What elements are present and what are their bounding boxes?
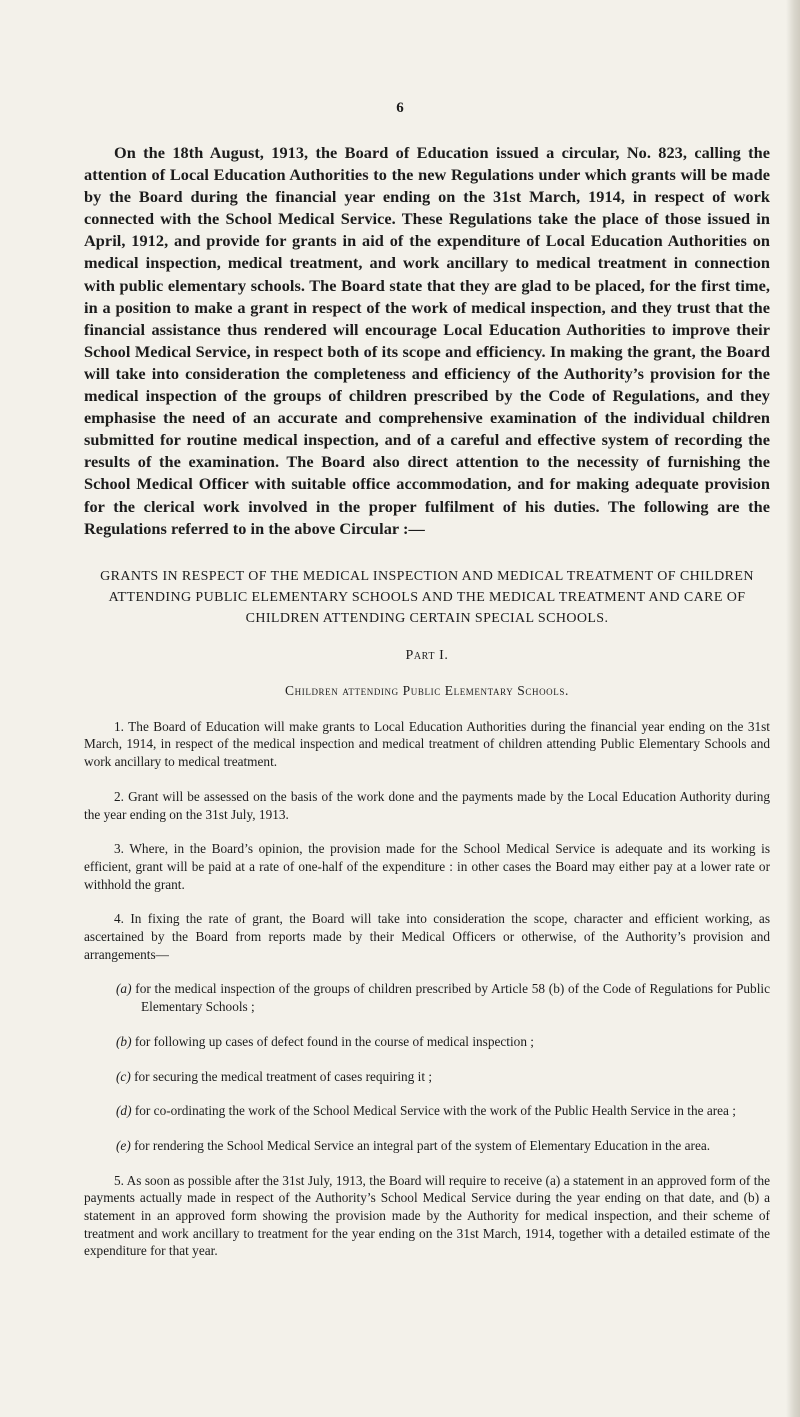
subclause-a-text: for the medical inspection of the groups of children prescribed by Article 58 (b) of the Code of Regulations for Public Elementary Schools ; bbox=[135, 981, 770, 1015]
page-edge-shadow bbox=[786, 0, 800, 1417]
part-label: Part bbox=[405, 647, 436, 663]
subclause-d bbox=[84, 1102, 770, 1120]
subclause-b-text: for following up cases of defect found in the course of medical inspection ; bbox=[134, 1033, 534, 1049]
page-number: 6 bbox=[396, 100, 404, 116]
subclause-c-letter: (c) bbox=[116, 1068, 131, 1084]
subclause-b bbox=[84, 1033, 770, 1051]
clauses-list bbox=[84, 718, 770, 1260]
subclause-e-letter: (e) bbox=[116, 1137, 131, 1153]
document-body bbox=[84, 142, 770, 1277]
subclause-c bbox=[84, 1068, 770, 1086]
clause-1: 1. The Board of Education will make grants to Local Education Authorities during the financial year ending on the 31st March, 1914, in respect of the medical inspection and medical treatment of children attending Public Elementary Schools and work ancillary to medical treatment. bbox=[84, 718, 770, 770]
section-heading: GRANTS IN RESPECT OF THE MEDICAL INSPECTION AND MEDICAL TREATMENT OF CHILDREN ATTENDING PUBLIC ELEMENTARY SCHOOLS AND THE MEDICAL TREATMENT AND CARE OF CHILDREN ATTENDING CERTAIN SPECIAL SCHOOLS. bbox=[100, 568, 754, 626]
subclause-d-text: for co-ordinating the work of the School Medical Service with the work of the Public Health Service in the area ; bbox=[134, 1103, 736, 1119]
part-subheading: Children attending Public Elementary Schools. bbox=[285, 682, 569, 698]
clause-2: 2. Grant will be assessed on the basis of the work done and the payments made by the Local Education Authority during the year ending on the 31st July, 1913. bbox=[84, 788, 770, 822]
clause-5: 5. As soon as possible after the 31st July, 1913, the Board will require to receive (a) a statement in an approved form of the payments actually made in respect of the Authority’s School Medical Service during the year ending on that date, and (b) a statement in an approved form showing the provision made by the Authority for medical inspection, and their scheme of treatment and work ancillary to treatment for the year ending on the 31st March, 1914, together with a detailed estimate of the expenditure for that year. bbox=[84, 1172, 770, 1259]
subclause-e-text: for rendering the School Medical Service an integral part of the system of Elementary Education in the area. bbox=[134, 1137, 711, 1153]
intro-paragraph: On the 18th August, 1913, the Board of Education issued a circular, No. 823, calling the attention of Local Education Authorities to the new Regulations under which grants will be made by the Board during the financial year ending on the 31st March, 1914, in respect of work connected with the School Medical Service. These Regulations take the place of those issued in April, 1912, and provide for grants in aid of the expenditure of Local Education Authorities on medical inspection, medical treatment, and work ancillary to medical treatment in connection with public elementary schools. The Board state that they are glad to be placed, for the first time, in a position to make a grant in respect of the work of medical inspection, and they trust that the financial assistance thus rendered will encourage Local Education Authorities to improve their School Medical Service, in respect both of its scope and efficiency. In making the grant, the Board will take into consideration the completeness and efficiency of the Authority’s provision for the medical inspection of the groups of children prescribed by the Code of Regulations, and they emphasise the need of an accurate and comprehensive examination of the individual children submitted for routine medical inspection, and of a careful and effective system of recording the results of the examination. The Board also direct attention to the necessity of furnishing the School Medical Officer with suitable office accommodation, and for making adequate provision for the clerical work involved in the proper fulfilment of his duties. The following are the Regulations referred to in the above Circular :— bbox=[84, 143, 770, 538]
subclause-a bbox=[84, 980, 770, 1015]
subclause-c-text: for securing the medical treatment of cases requiring it ; bbox=[134, 1068, 433, 1084]
clause-4: 4. In fixing the rate of grant, the Board will take into consideration the scope, character and efficient working, as ascertained by the Board from reports made by their Medical Officers or otherwise, of the Authority’s provision and arrangements— bbox=[84, 911, 770, 962]
subclause-b-letter: (b) bbox=[116, 1033, 132, 1049]
subclause-a-letter: (a) bbox=[116, 981, 132, 997]
clause-3: 3. Where, in the Board’s opinion, the provision made for the School Medical Service is adequate and its working is efficient, grant will be paid at a rate of one-half of the expenditure : in other cases the Board may either pay at a lower rate or withhold the grant. bbox=[84, 841, 770, 892]
part-title bbox=[84, 648, 770, 664]
subclause-e bbox=[84, 1137, 770, 1155]
part-number: I. bbox=[439, 647, 449, 663]
subclause-d-letter: (d) bbox=[116, 1103, 132, 1119]
